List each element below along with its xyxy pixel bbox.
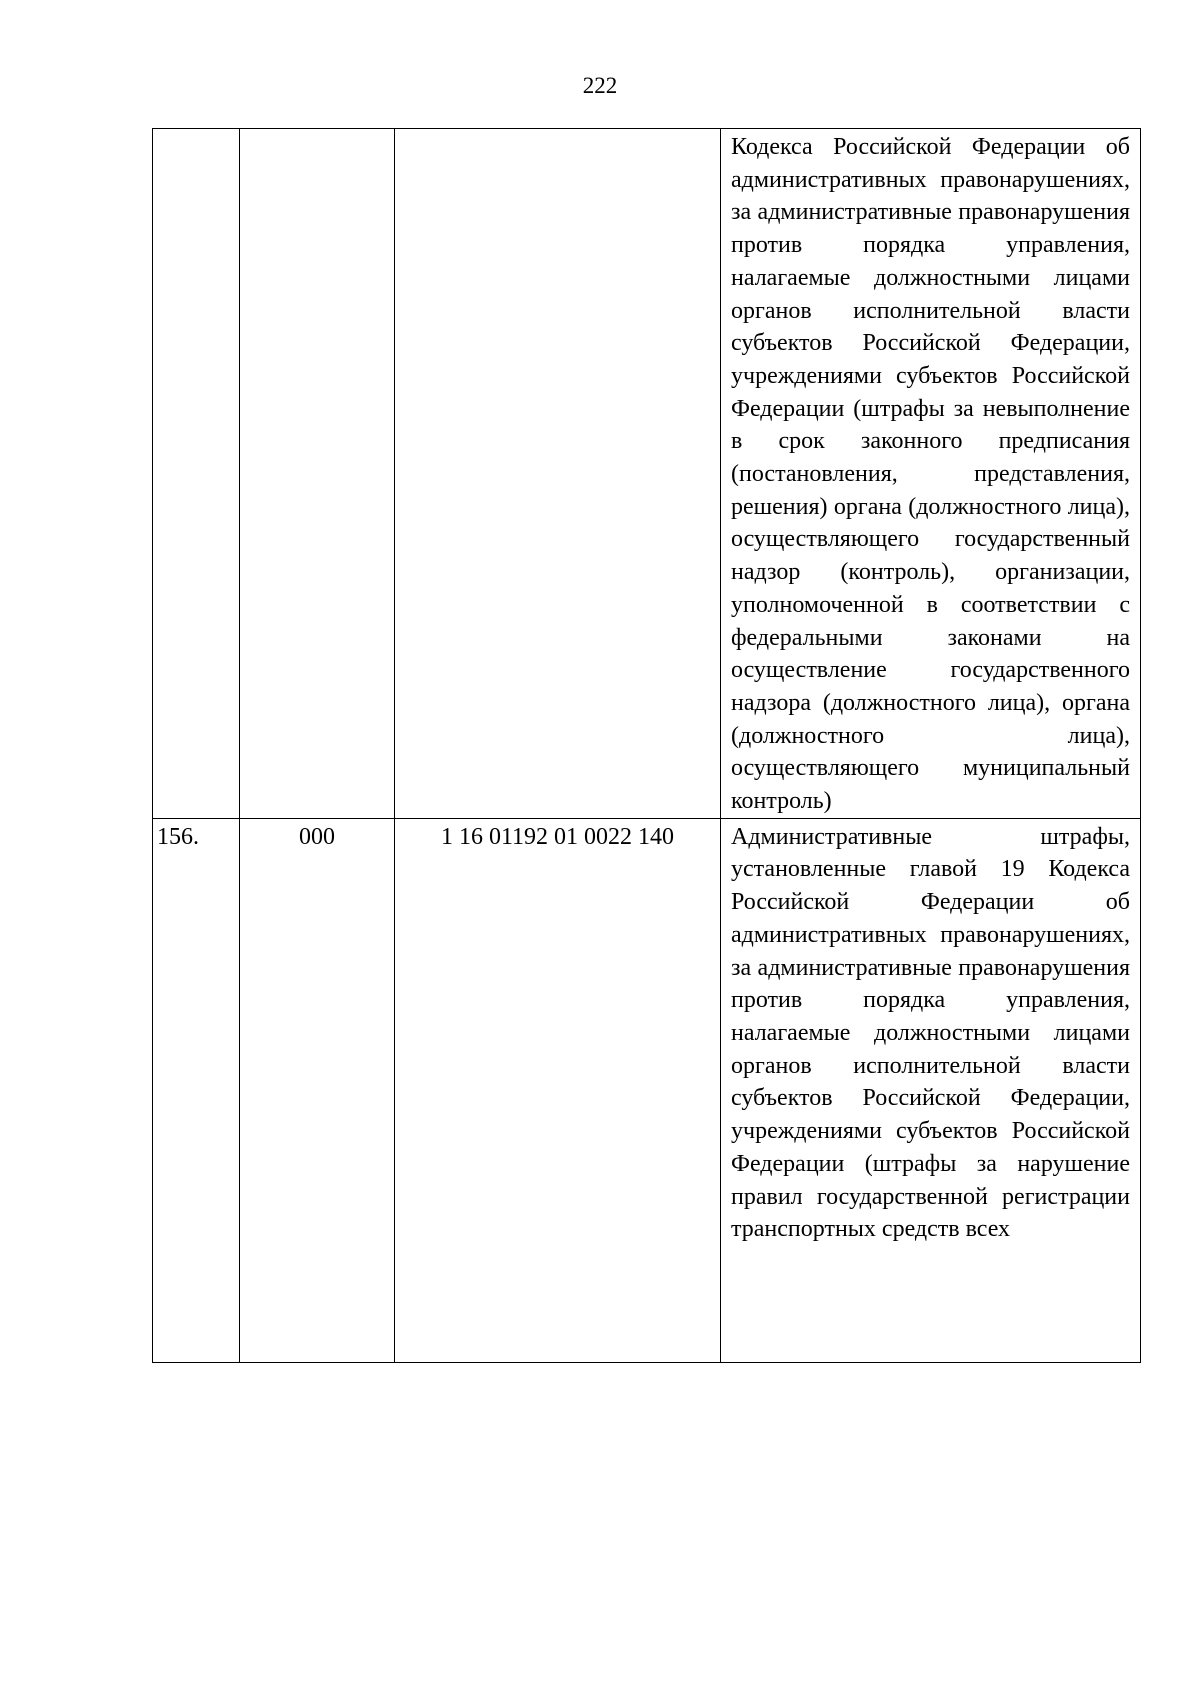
row-number-cell bbox=[153, 129, 240, 819]
kbk-code-cell bbox=[395, 129, 721, 819]
description-cell: Административные штрафы, установленные главой 19 Кодекса Российской Федерации об административных правонарушениях, за административные правонарушения против порядка управления, налагаемые должностными лицами органов исполнительной власти субъектов Российской Федерации, учреждениями субъектов Российской Федерации (штрафы за нарушение правил государственной регистрации транспортных средств всех bbox=[731, 823, 1130, 1243]
table-row bbox=[153, 818, 1141, 1362]
table-row bbox=[153, 129, 1141, 819]
budget-code-table bbox=[152, 128, 1141, 1363]
description-cell: Кодекса Российской Федерации об административных правонарушениях, за административные правонарушения против порядка управления, налагаемые должностными лицами органов исполнительной власти субъектов Российской Федерации, учреждениями субъектов Российской Федерации (штрафы за невыполнение в срок законного предписания (постановления, представления, решения) органа (должностного лица), осуществляющего государственный надзор (контроль), организации, уполномоченной в соответствии с федеральными законами на осуществление государственного надзора (должностного лица), органа (должностного лица), осуществляющего муниципальный контроль) bbox=[721, 129, 1141, 819]
row-number-cell: 156. bbox=[153, 818, 240, 1362]
description-cell-wrapper bbox=[721, 818, 1141, 1362]
kbk-code-cell: 1 16 01192 01 0022 140 bbox=[395, 818, 721, 1362]
admin-code-cell: 000 bbox=[240, 818, 395, 1362]
page-number: 222 bbox=[582, 73, 618, 98]
admin-code-cell bbox=[240, 129, 395, 819]
